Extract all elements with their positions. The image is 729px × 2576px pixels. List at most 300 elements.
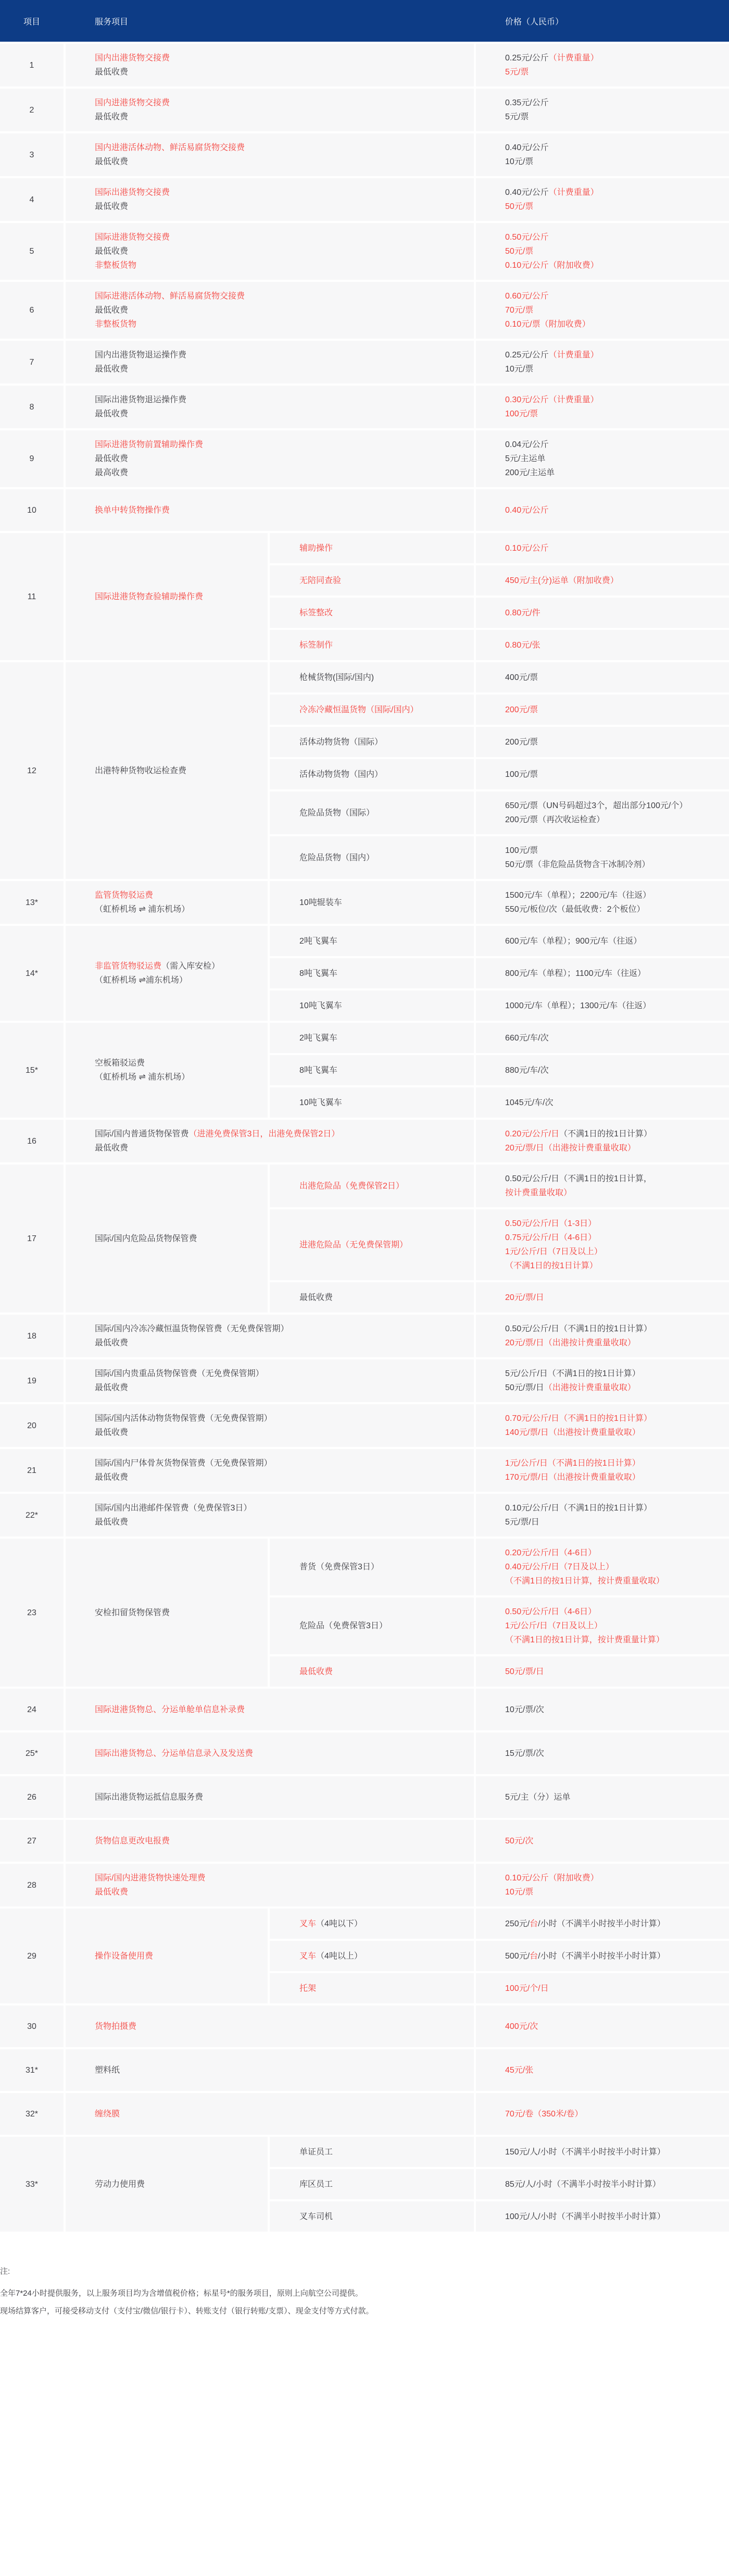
col-header-price: 价格（人民币） — [505, 17, 564, 27]
text-line-service: 国际进港货物交接费 — [95, 233, 170, 242]
item-number-text: 16 — [27, 1136, 36, 1146]
text-line-service: 最低收费 — [95, 1144, 129, 1153]
table-row — [0, 2137, 729, 2232]
text-line-sub-label: 2吨飞翼车 — [299, 936, 337, 946]
text-line-price: 50元/次 — [505, 1836, 534, 1846]
price-cell — [476, 2049, 729, 2091]
text-line-service: 国内出港货物退运操作费 — [95, 351, 187, 360]
text-line-service: 缠绕膜 — [95, 2109, 120, 2119]
item-number-text: 12 — [27, 766, 36, 775]
price-cell — [476, 1023, 729, 1053]
price-cell — [476, 727, 729, 757]
note-line: 现场结算客户，可接受移动支付（支付宝/微信/银行卡）、转账支付（银行转账/支票）、现金支付等方式付款。 — [0, 2307, 374, 2315]
item-number-text: 31* — [25, 2065, 39, 2075]
price-cell — [476, 178, 729, 221]
text-line-service: 操作设备使用费 — [95, 1951, 154, 1961]
text-line-service: 最低收费 — [95, 306, 129, 315]
price-cell — [476, 759, 729, 789]
text-line-price: 550元/板位/次（最低收费：2个板位） — [505, 905, 645, 914]
text-line-service: 国际出港货物交接费 — [95, 188, 170, 197]
price-cell — [476, 2169, 729, 2199]
service-cell — [66, 133, 474, 176]
text-line-price: 650元/票（UN号码超过3个，超出部分100元/个） — [505, 801, 688, 810]
text-line-price: 0.40元/公斤/日（7日及以上） — [505, 1563, 614, 1571]
text-line-price: 10元/票 — [505, 1888, 534, 1897]
text-line-sub-label: 10吨辊装车 — [299, 898, 342, 907]
item-number — [0, 1165, 64, 1312]
sub-item-cell — [270, 1973, 474, 2003]
service-cell — [66, 386, 474, 428]
item-number — [0, 223, 64, 280]
table-row — [0, 1494, 729, 1537]
text-line-price: （不满1日的按1日计算，按计费重量收取） — [505, 1577, 664, 1586]
text-line-service: 国内出港货物交接费 — [95, 54, 170, 63]
text-line-service: 非整板货物 — [95, 261, 137, 270]
sub-item-cell — [270, 791, 474, 834]
price-cell — [476, 1656, 729, 1687]
price-cell — [476, 89, 729, 131]
text-line-price: 50元/票（非危险品货物含干冰制冷剂） — [505, 860, 650, 869]
text-line-service: 国际进港货物查验辅助操作费 — [95, 592, 204, 601]
text-line-sub-label: 库区员工 — [299, 2179, 333, 2189]
table-row — [0, 1165, 729, 1312]
service-cell — [66, 178, 474, 221]
service-cell — [66, 282, 474, 339]
text-line-price: 0.35元/公斤 — [505, 98, 549, 107]
price-cell — [476, 1909, 729, 1939]
price-cell — [476, 341, 729, 383]
text-line-sub-label: 活体动物货物（国内） — [299, 770, 383, 779]
text-line-price: 1045元/车/次 — [505, 1098, 554, 1107]
service-cell — [66, 2093, 474, 2135]
item-number-text: 14* — [25, 969, 39, 978]
sub-item-cell — [270, 1941, 474, 1971]
text-line-service: （虹桥机场 ⇌ 浦东机场） — [95, 1073, 190, 1082]
text-line-service: 国际进港活体动物、鲜活易腐货物交接费 — [95, 292, 245, 301]
text-line-sub-label: 出港危险品（免费保管2日） — [299, 1181, 404, 1191]
price-cell — [476, 990, 729, 1021]
text-line-price: 1500元/车（单程）；2200元/车（往返） — [505, 891, 651, 900]
text-line-service: 最低收费 — [95, 113, 129, 121]
table-row — [0, 430, 729, 487]
service-cell — [66, 1315, 474, 1357]
price-cell — [476, 282, 729, 339]
price-cell — [476, 1973, 729, 2003]
price-cell — [476, 533, 729, 563]
text-line-price: 0.04元/公斤 — [505, 440, 549, 449]
item-number — [0, 1820, 64, 1862]
price-cell — [476, 1732, 729, 1774]
text-line-price: 5元/票 — [505, 113, 529, 121]
table-row — [0, 2049, 729, 2091]
service-cell — [66, 1689, 474, 1730]
text-line-service: 最低收费 — [95, 157, 129, 166]
item-number — [0, 89, 64, 131]
text-line-service: 国内进港货物交接费 — [95, 98, 170, 107]
service-cell — [66, 1449, 474, 1492]
item-number-text: 29 — [27, 1951, 36, 1961]
price-cell — [476, 2005, 729, 2047]
text-line-price: 0.20元/公斤/日（4-6日） — [505, 1549, 597, 1557]
text-line-service: 换单中转货物操作费 — [95, 505, 170, 515]
text-line-price: 1元/公斤/日（不满1日的按1日计算） — [505, 1459, 640, 1468]
text-line-price: 5元/票/日 — [505, 1518, 539, 1527]
price-cell — [476, 836, 729, 879]
service-cell — [66, 1494, 474, 1537]
text-line-price: 450元/主(分)运单（附加收费） — [505, 576, 619, 585]
item-number-text: 21 — [27, 1466, 36, 1475]
text-line-service: 国际/国内出港邮件保管费（免费保管3日） — [95, 1504, 252, 1513]
text-line-service: 国际/国内贵重品货物保管费（无免费保管期） — [95, 1369, 264, 1378]
price-cell — [476, 1359, 729, 1402]
text-line-price: 50元/票/日 — [505, 1667, 544, 1676]
text-line-service: 劳动力使用费 — [95, 2179, 145, 2189]
notes-lines — [0, 2285, 729, 2320]
item-number-text: 13* — [25, 898, 39, 907]
text-line-service: 非整板货物 — [95, 320, 137, 329]
item-number — [0, 1539, 64, 1687]
table-row — [0, 386, 729, 428]
table-row — [0, 1864, 729, 1906]
text-line-service: （虹桥机场 ⇌浦东机场） — [95, 976, 187, 985]
sub-item-cell — [270, 662, 474, 692]
text-line-sub-label: 进港危险品（无免费保管期） — [299, 1240, 408, 1249]
table-row — [0, 662, 729, 879]
table-row — [0, 223, 729, 280]
price-cell — [476, 1820, 729, 1862]
sub-item-cell — [270, 1282, 474, 1312]
text-line-price: 800元/车（单程）；1100元/车（往返） — [505, 969, 646, 978]
item-number-text: 2 — [29, 105, 34, 115]
table-row — [0, 282, 729, 339]
sub-item-cell — [270, 695, 474, 725]
text-line-price: 20元/票/日（出港按计费重量收取） — [505, 1339, 636, 1347]
table-row — [0, 1820, 729, 1862]
text-line-price: 400元/次 — [505, 2022, 538, 2031]
sub-item-cell — [270, 990, 474, 1021]
price-cell — [476, 1209, 729, 1280]
col-header-service: 服务项目 — [95, 17, 129, 27]
item-number — [0, 133, 64, 176]
text-line-sub-label: 10吨飞翼车 — [299, 1098, 342, 1107]
service-cell — [66, 2005, 474, 2047]
text-line-price: 0.40元/公斤 — [505, 505, 549, 515]
item-number-text: 5 — [29, 247, 34, 256]
text-line-sub-label: 危险品货物（国际） — [299, 808, 375, 818]
text-line-sub-label: 标签整改 — [299, 608, 333, 617]
sub-item-cell — [270, 630, 474, 660]
text-line-price: 0.50元/公斤/日（不满1日的按1日计算） — [505, 1324, 652, 1333]
item-number — [0, 2049, 64, 2091]
sub-item-cell — [270, 1539, 474, 1595]
text-line-price: 20元/票/日 — [505, 1293, 544, 1302]
text-line-sub-label: 叉车（4吨以上） — [299, 1951, 362, 1961]
item-number-text: 6 — [29, 306, 34, 315]
text-line-price: （不满1日的按1日计算） — [505, 1261, 598, 1270]
text-line-service: 最低收费 — [95, 1339, 129, 1347]
text-line-service: 国际出港货物运抵信息服务费 — [95, 1792, 204, 1802]
text-line-price: 0.60元/公斤 — [505, 292, 549, 301]
text-line-price: 0.50元/公斤 — [505, 233, 549, 242]
table-row — [0, 926, 729, 1021]
text-line-price: 10元/票/次 — [505, 1705, 544, 1714]
item-number — [0, 1315, 64, 1357]
text-line-price: 100元/票 — [505, 770, 538, 779]
item-number — [0, 489, 64, 531]
sub-item-cell — [270, 926, 474, 956]
service-cell — [66, 2049, 474, 2091]
price-cell — [476, 1494, 729, 1537]
sub-item-cell — [270, 1597, 474, 1654]
sub-item-cell — [270, 1023, 474, 1053]
item-number-text: 27 — [27, 1836, 36, 1846]
service-cell — [66, 1539, 268, 1687]
text-line-price: 0.10元/票（附加收费） — [505, 320, 590, 329]
item-number-text: 15* — [25, 1066, 39, 1075]
text-line-price: 250元/台/小时（不满半小时按半小时计算） — [505, 1919, 665, 1928]
sub-item-cell — [270, 836, 474, 879]
table-row — [0, 1315, 729, 1357]
text-line-price: 0.10元/公斤（附加收费） — [505, 1874, 599, 1883]
item-number-text: 32* — [25, 2109, 39, 2119]
notes-label: 注: — [0, 2267, 10, 2276]
text-line-price: 200元/票 — [505, 705, 538, 714]
item-number — [0, 1864, 64, 1906]
text-line-sub-label: 无陪同查验 — [299, 576, 342, 585]
text-line-price: 400元/票 — [505, 673, 538, 682]
text-line-price: 200元/票（再次收运检查） — [505, 815, 605, 824]
service-cell — [66, 1820, 474, 1862]
text-line-sub-label: 托架 — [299, 1984, 317, 1993]
text-line-service: 国际进港货物前置辅助操作费 — [95, 440, 204, 449]
text-line-sub-label: 10吨飞翼车 — [299, 1001, 342, 1010]
text-line-price: 10元/票 — [505, 157, 534, 166]
text-line-service: 塑料纸 — [95, 2065, 120, 2075]
sub-item-cell — [270, 2137, 474, 2167]
item-number — [0, 282, 64, 339]
text-line-price: 0.10元/公斤/日（不满1日的按1日计算） — [505, 1504, 652, 1513]
text-line-price: 0.25元/公斤（计费重量） — [505, 54, 599, 63]
text-line-price: 200元/主运单 — [505, 468, 555, 477]
text-line-service: 最低收费 — [95, 1383, 129, 1392]
price-cell — [476, 2201, 729, 2232]
item-number-text: 1 — [29, 60, 34, 70]
item-number-text: 4 — [29, 195, 34, 204]
table-row — [0, 1732, 729, 1774]
item-number — [0, 2093, 64, 2135]
table-row — [0, 133, 729, 176]
service-cell — [66, 1359, 474, 1402]
item-number-text: 30 — [27, 2022, 36, 2031]
text-line-service: 最低收费 — [95, 1518, 129, 1527]
item-number-text: 23 — [27, 1608, 36, 1617]
table-row — [0, 1539, 729, 1687]
text-line-service: 最低收费 — [95, 365, 129, 374]
text-line-price: 1元/公斤/日（7日及以上） — [505, 1621, 602, 1630]
table-header — [0, 0, 729, 42]
item-number-text: 25* — [25, 1749, 39, 1758]
text-line-price: （不满1日的按1日计算，按计费重量计算） — [505, 1636, 664, 1644]
price-cell — [476, 386, 729, 428]
text-line-sub-label: 普货（免费保管3日） — [299, 1563, 379, 1571]
item-number — [0, 1776, 64, 1818]
text-line-service: 最低收费 — [95, 202, 129, 211]
text-line-price: 100元/票 — [505, 846, 538, 855]
service-cell — [66, 1120, 474, 1162]
price-cell — [476, 1597, 729, 1654]
text-line-price: 10元/票 — [505, 365, 534, 374]
sub-item-cell — [270, 1087, 474, 1118]
price-cell — [476, 958, 729, 988]
text-line-price: 200元/票 — [505, 737, 538, 747]
item-number — [0, 2137, 64, 2232]
text-line-price: 0.40元/公斤（计费重量） — [505, 188, 599, 197]
item-number — [0, 1359, 64, 1402]
price-cell — [476, 1120, 729, 1162]
text-line-price: 100元/个/日 — [505, 1984, 549, 1993]
price-cell — [476, 1165, 729, 1207]
text-line-price: 100元/人/小时（不满半小时按半小时计算） — [505, 2212, 665, 2221]
sub-item-cell — [270, 1055, 474, 1085]
price-cell — [476, 630, 729, 660]
table-row — [0, 1120, 729, 1162]
service-cell — [66, 1165, 268, 1312]
text-line-price: 0.80元/张 — [505, 640, 541, 650]
table-row — [0, 1404, 729, 1447]
table-row — [0, 1909, 729, 2003]
item-number — [0, 881, 64, 924]
text-line-price: 5元/公斤/日（不满1日的按1日计算） — [505, 1369, 640, 1378]
item-number-text: 28 — [27, 1880, 36, 1890]
service-cell — [66, 1023, 268, 1118]
text-line-sub-label: 单证员工 — [299, 2147, 333, 2157]
item-number-text: 20 — [27, 1421, 36, 1430]
sub-item-cell — [270, 565, 474, 596]
text-line-price: 15元/票/次 — [505, 1749, 544, 1758]
text-line-sub-label: 活体动物货物（国际） — [299, 737, 383, 747]
item-number — [0, 1023, 64, 1118]
text-line-sub-label: 叉车（4吨以下） — [299, 1919, 362, 1928]
price-cell — [476, 430, 729, 487]
text-line-price: 按计费重量收取） — [505, 1188, 572, 1197]
text-line-price: 0.10元/公斤（附加收费） — [505, 261, 599, 270]
price-cell — [476, 1315, 729, 1357]
service-cell — [66, 430, 474, 487]
text-line-service: 货物拍摄费 — [95, 2022, 137, 2031]
service-cell — [66, 881, 268, 924]
sub-item-cell — [270, 1209, 474, 1280]
price-cell — [476, 1689, 729, 1730]
text-line-service: 监管货物驳运费 — [95, 891, 154, 900]
text-line-price: 140元/票/日（出港按计费重量收取） — [505, 1428, 640, 1437]
text-line-service: 最低收费 — [95, 68, 129, 77]
text-line-price: 170元/票/日（出港按计费重量收取） — [505, 1473, 640, 1482]
text-line-price: 0.75元/公斤/日（4-6日） — [505, 1233, 597, 1242]
price-cell — [476, 1864, 729, 1906]
text-line-service: 最低收费 — [95, 247, 129, 256]
table-row — [0, 44, 729, 86]
sub-item-cell — [270, 759, 474, 789]
text-line-price: 660元/车/次 — [505, 1033, 549, 1043]
price-cell — [476, 1776, 729, 1818]
text-line-price: 100元/票 — [505, 410, 538, 418]
item-number — [0, 1120, 64, 1162]
item-number — [0, 2005, 64, 2047]
text-line-price: 50元/票 — [505, 247, 534, 256]
item-number — [0, 1404, 64, 1447]
item-number-text: 8 — [29, 402, 34, 412]
text-line-price: 50元/票/日（出港按计费重量收取） — [505, 1383, 636, 1392]
text-line-service: （虹桥机场 ⇌ 浦东机场） — [95, 905, 190, 914]
sub-item-cell — [270, 727, 474, 757]
table-row — [0, 2005, 729, 2047]
table-row — [0, 1023, 729, 1118]
table-row — [0, 1449, 729, 1492]
text-line-service: 最低收费 — [95, 1428, 129, 1437]
item-number-text: 17 — [27, 1234, 36, 1243]
item-number — [0, 533, 64, 660]
text-line-sub-label: 辅助操作 — [299, 543, 333, 553]
table-row — [0, 178, 729, 221]
text-line-service: 国内进港活体动物、鲜活易腐货物交接费 — [95, 143, 245, 152]
service-cell — [66, 662, 268, 879]
service-cell — [66, 2137, 268, 2232]
item-number-text: 19 — [27, 1376, 36, 1385]
service-cell — [66, 1732, 474, 1774]
text-line-sub-label: 枪械货物(国际/国内) — [299, 673, 374, 682]
price-cell — [476, 881, 729, 924]
text-line-price: 50元/票 — [505, 202, 534, 211]
price-cell — [476, 44, 729, 86]
text-line-sub-label: 2吨飞翼车 — [299, 1033, 337, 1043]
text-line-service: 国际/国内尸体骨灰货物保管费（无免费保管期） — [95, 1459, 272, 1468]
sub-item-cell — [270, 533, 474, 563]
text-line-sub-label: 叉车司机 — [299, 2212, 333, 2221]
item-number — [0, 1689, 64, 1730]
service-cell — [66, 1404, 474, 1447]
item-number-text: 33* — [25, 2179, 39, 2189]
price-cell — [476, 791, 729, 834]
notes-section — [0, 2266, 729, 2320]
item-number-text: 24 — [27, 1705, 36, 1714]
service-cell — [66, 926, 268, 1021]
text-line-service: 空板箱驳运费 — [95, 1059, 145, 1068]
text-line-service: 国际进港货物总、分运单舱单信息补录费 — [95, 1705, 245, 1714]
item-number-text: 18 — [27, 1331, 36, 1341]
text-line-price: 150元/人/小时（不满半小时按半小时计算） — [505, 2147, 665, 2157]
item-number — [0, 1909, 64, 2003]
table-row — [0, 1689, 729, 1730]
text-line-sub-label: 标签制作 — [299, 640, 333, 650]
item-number — [0, 341, 64, 383]
col-header-item: 项目 — [23, 17, 40, 27]
price-cell — [476, 2137, 729, 2167]
text-line-service: 国际/国内冷冻冷藏恒温货物保管费（无免费保管期） — [95, 1324, 289, 1333]
text-line-sub-label: 8吨飞翼车 — [299, 1066, 337, 1075]
item-number — [0, 1449, 64, 1492]
price-cell — [476, 695, 729, 725]
item-number-text: 11 — [27, 592, 36, 601]
price-cell — [476, 662, 729, 692]
item-number — [0, 662, 64, 879]
text-line-price: 5元/票 — [505, 68, 529, 77]
text-line-price: 0.80元/件 — [505, 608, 541, 617]
item-number — [0, 386, 64, 428]
text-line-service: 出港特种货物收运检查费 — [95, 766, 187, 775]
table-body — [0, 44, 729, 2232]
item-number-text: 3 — [29, 150, 34, 159]
price-cell — [476, 223, 729, 280]
